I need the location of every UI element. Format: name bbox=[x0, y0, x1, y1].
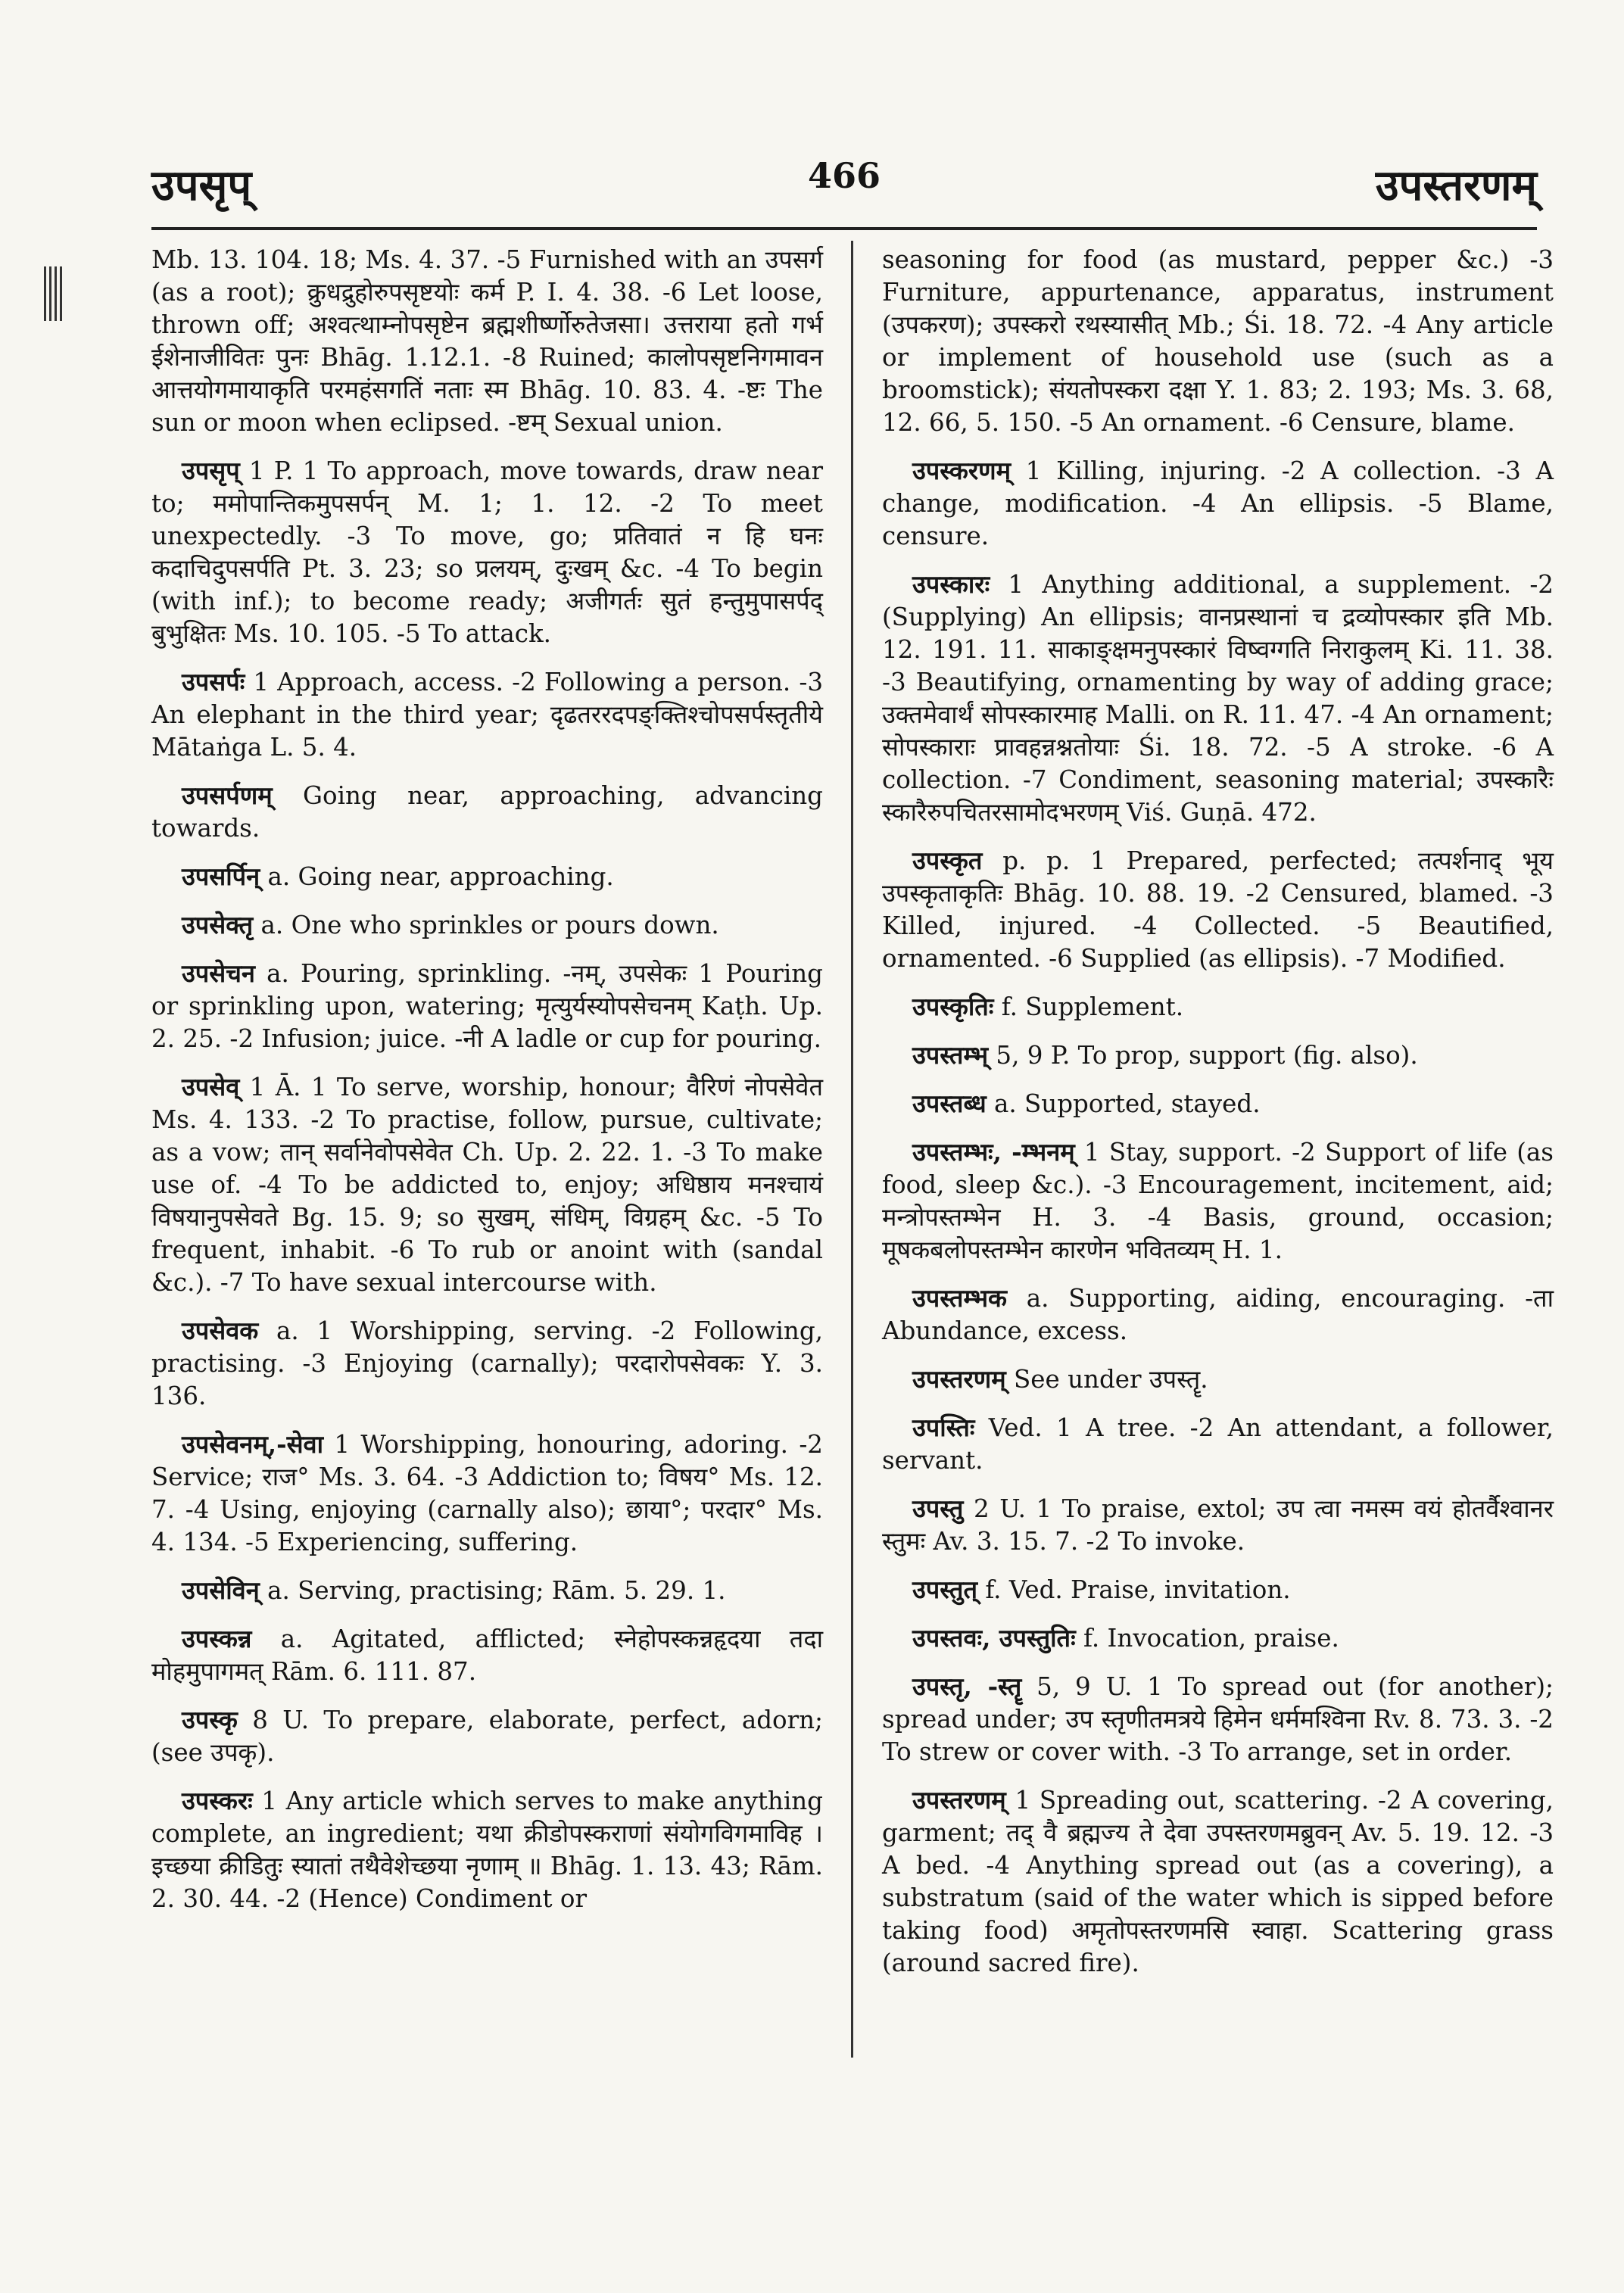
entry-headword: उपस्तु bbox=[912, 1494, 964, 1523]
entry-headword: उपस्तवः, उपस्तुतिः bbox=[912, 1623, 1076, 1653]
left-column bbox=[151, 244, 823, 1930]
entry-definition: f. Supplement. bbox=[1001, 992, 1184, 1021]
entry-definition: 1 Any article which serves to make anything complete, an ingredient; यथा क्रीडोपस्कराणां संयोगविगमाविह । इच्छया क्रीडितुः स्यातां तथैवेशेच्छया नृणाम् ॥ Bhāg. 1. 13. 43; Rām. 2. 30. 44. -2 (Hence) Condiment or bbox=[151, 1787, 823, 1913]
entry-definition: p. p. 1 Prepared, perfected; तत्पर्शनाद् भूय उपस्कृताकृतिः Bhāg. 10. 88. 19. -2 Censured, blamed. -3 Killed, injured. -4 Collected. -5 Beautified, ornamented. -6 Supplied (as ellipsis). -7 Modified. bbox=[882, 846, 1554, 973]
entry-headword: उपसेवनम्,-सेवा bbox=[182, 1429, 324, 1459]
entry-definition: a. Supported, stayed. bbox=[993, 1089, 1261, 1118]
dictionary-entry bbox=[151, 244, 823, 439]
dictionary-entry bbox=[882, 1622, 1554, 1655]
dictionary-entry bbox=[882, 990, 1554, 1023]
entry-headword: उपस्कन्न bbox=[182, 1624, 252, 1653]
entry-headword: उपस्तम्भ् bbox=[912, 1040, 989, 1070]
entry-definition: 1 P. 1 To approach, move towards, draw near to; ममोपान्तिकमुपसर्पन् M. 1; 1. 12. -2 To meet unexpectedly. -3 To move, go; प्रतिवातं न हि घनः कदाचिदुपसर्पति Pt. 3. 23; so प्रलयम्, दुःखम् &c. -4 To begin (with inf.); to become ready; अजीगर्तः सुतं हन्तुमुपासर्पद् बुभुक्षितः Ms. 10. 105. -5 To attack. bbox=[151, 456, 823, 648]
dictionary-entry bbox=[151, 665, 823, 764]
entry-definition: 1 Spreading out, scattering. -2 A covering, garment; तद् वै ब्रह्मज्य ते देवा उपस्तरणमब्रुवन् Av. 5. 19. 12. -3 A bed. -4 Anything spread out (as a covering), a substratum (said of the water which is sipped before taking food) अमृतोपस्तरणमसि स्वाहा. Scattering grass (around sacred fire). bbox=[882, 1786, 1554, 1977]
entry-definition: See under उपस्तॄ. bbox=[1014, 1365, 1208, 1394]
entry-headword: उपस्करणम् bbox=[912, 456, 1011, 485]
dictionary-entry bbox=[882, 1363, 1554, 1396]
entry-headword: उपस्तरणम् bbox=[912, 1785, 1006, 1815]
dictionary-entry bbox=[882, 844, 1554, 975]
entry-headword: उपसेव् bbox=[182, 1072, 240, 1101]
dictionary-entry bbox=[882, 244, 1554, 439]
entry-headword: उपस्तिः bbox=[912, 1413, 975, 1442]
dictionary-entry bbox=[151, 454, 823, 650]
dictionary-entry bbox=[882, 1039, 1554, 1072]
entry-headword: उपस्तम्भः, -म्भनम् bbox=[912, 1137, 1075, 1167]
dictionary-entry bbox=[151, 1428, 823, 1559]
entry-headword: उपसर्पिन् bbox=[182, 861, 260, 891]
entry-definition: 1 Anything additional, a supplement. -2 (Supplying) An ellipsis; वानप्रस्थानां च द्रव्योपस्कार इति Mb. 12. 191. 11. साकाङ्क्षमनुपस्कारं विष्वग्गति निराकुलम् Ki. 11. 38. -3 Beautifying, ornamenting by way of adding grace; उक्तमेवार्थं सोपस्कारमाह Malli. on R. 11. 47. -4 An ornament; सोपस्काराः प्रावहन्नश्नतोयाः Śi. 18. 72. -5 A stroke. -6 A collection. -7 Condiment, seasoning material; उपस्कारैः स्कारैरुपचितरसामोदभरणम् Viś. Guṇā. 472. bbox=[882, 570, 1554, 827]
entry-definition: 1 Stay, support. -2 Support of life (as food, sleep &c.). -3 Encouragement, incitement, aid; मन्त्रोपस्तम्भेन H. 3. -4 Basis, ground, occasion; मूषकबलोपस्तम्भेन कारणेन भवितव्यम् H. 1. bbox=[882, 1138, 1554, 1264]
entry-headword: उपस्तृ, -स्तॄ bbox=[912, 1671, 1022, 1701]
entry-headword: उपसेवक bbox=[182, 1316, 259, 1345]
entry-definition: 5, 9 U. 1 To spread out (for another); spread under; उप स्तृणीतमत्रये हिमेन धर्ममश्विना Rv. 8. 73. 3. -2 To strew or cover with. -3 To arrange, set in order. bbox=[882, 1672, 1554, 1766]
dictionary-entry bbox=[151, 1622, 823, 1688]
entry-headword: उपसेचन bbox=[182, 958, 255, 988]
page-number: 466 bbox=[807, 155, 881, 196]
dictionary-entry bbox=[151, 1784, 823, 1915]
entry-definition: Going near, approaching, advancing towards. bbox=[151, 781, 823, 843]
entry-definition: seasoning for food (as mustard, pepper &c.) -3 Furniture, appurtenance, apparatus, instrument (उपकरण); उपस्करो रथस्यासीत् Mb.; Śi. 18. 72. -4 Any article or implement of household use (such as a broomstick); संयतोपस्करा दक्षा Y. 1. 83; 2. 193; Ms. 3. 68, 12. 66, 5. 150. -5 An ornament. -6 Censure, blame. bbox=[882, 245, 1554, 437]
dictionary-entry bbox=[151, 860, 823, 893]
dictionary-entry bbox=[151, 1314, 823, 1413]
dictionary-entry bbox=[882, 1411, 1554, 1477]
dictionary-entry bbox=[882, 1492, 1554, 1558]
entry-headword: उपस्तरणम् bbox=[912, 1364, 1006, 1394]
entry-definition: 1 Ā. 1 To serve, worship, honour; वैरिणं नोपसेवेत Ms. 4. 133. -2 To practise, follow, pursue, cultivate; as a vow; तान् सर्वानेवोपसेवेत Ch. Up. 2. 22. 1. -3 To make use of. -4 To be addicted to, enjoy; अधिष्ठाय मनश्चायं विषयानुपसेवते Bg. 15. 9; so सुखम्, संधिम्, विग्रहम् &c. -5 To frequent, inhabit. -6 To rub or anoint with (sandal &c.). -7 To have sexual intercourse with. bbox=[151, 1073, 823, 1297]
dictionary-entry bbox=[882, 1670, 1554, 1768]
right-running-headword: उपस्तरणम् bbox=[1375, 160, 1537, 210]
dictionary-entry bbox=[882, 1136, 1554, 1266]
dictionary-entry bbox=[151, 779, 823, 845]
dictionary-entry bbox=[151, 908, 823, 942]
page-header bbox=[151, 155, 1537, 223]
entry-definition: f. Ved. Praise, invitation. bbox=[985, 1575, 1291, 1604]
entry-headword: उपसृप् bbox=[182, 456, 240, 485]
right-column bbox=[882, 244, 1554, 1995]
left-running-headword: उपसृप् bbox=[151, 160, 252, 210]
entry-headword: उपस्कारः bbox=[912, 569, 990, 599]
entry-definition: 1 Killing, injuring. -2 A collection. -3 A change, modification. -4 An ellipsis. -5 Blame, censure. bbox=[882, 456, 1554, 550]
entry-definition: 8 U. To prepare, elaborate, perfect, adorn; (see उपकृ). bbox=[151, 1706, 823, 1767]
entry-headword: उपसेविन् bbox=[182, 1575, 260, 1605]
dictionary-entry bbox=[882, 1573, 1554, 1606]
dictionary-entry bbox=[882, 1087, 1554, 1120]
dictionary-entry bbox=[882, 1282, 1554, 1347]
entry-definition: 1 Approach, access. -2 Following a person. -3 An elephant in the third year; दृढतररदपङ्क्तिश्चोपसर्पस्तृतीये Mātaṅga L. 5. 4. bbox=[151, 668, 823, 762]
entry-definition: a. Going near, approaching. bbox=[267, 862, 614, 891]
dictionary-entry bbox=[882, 454, 1554, 553]
entry-headword: उपसर्पः bbox=[182, 667, 245, 696]
entry-definition: 2 U. 1 To praise, extol; उप त्वा नमस्म वयं होतर्वैश्वानर स्तुमः Av. 3. 15. 7. -2 To invoke. bbox=[882, 1494, 1554, 1556]
entry-definition: f. Invocation, praise. bbox=[1083, 1624, 1339, 1653]
entry-definition: a. Agitated, afflicted; स्नेहोपस्कन्नहृदया तदा मोहमुपागमत् Rām. 6. 111. 87. bbox=[151, 1625, 823, 1686]
entry-definition: 5, 9 P. To prop, support (fig. also). bbox=[996, 1041, 1418, 1070]
dictionary-entry bbox=[151, 1703, 823, 1769]
entry-headword: उपस्करः bbox=[182, 1786, 253, 1815]
dictionary-entry bbox=[151, 957, 823, 1055]
entry-headword: उपस्कृत bbox=[912, 846, 983, 875]
entry-definition: Ved. 1 A tree. -2 An attendant, a follower, servant. bbox=[882, 1413, 1554, 1475]
header-rule bbox=[151, 227, 1537, 230]
entry-headword: उपस्तम्भक bbox=[912, 1283, 1007, 1313]
entry-definition: a. 1 Worshipping, serving. -2 Following, practising. -3 Enjoying (carnally); परदारोपसेवकः Y. 3. 136. bbox=[151, 1316, 823, 1410]
dictionary-entry bbox=[151, 1574, 823, 1607]
entry-definition: Mb. 13. 104. 18; Ms. 4. 37. -5 Furnished with an उपसर्ग (as a root); क्रुधद्रुहोरुपसृष्टयोः कर्म P. I. 4. 38. -6 Let loose, thrown off; अश्वत्थाम्नोपसृष्टेन ब्रह्मशीर्ष्णोरुतेजसा। उत्तराया हतो गर्भ ईशेनाजीवितः पुनः Bhāg. 1.12.1. -8 Ruined; कालोपसृष्टनिगमावन आत्तयोगमायाकृति परमहंसगतिं नताः स्म Bhāg. 10. 83. 4. -ष्टः The sun or moon when eclipsed. -ष्टम् Sexual union. bbox=[151, 245, 823, 437]
entry-definition: a. One who sprinkles or pours down. bbox=[260, 911, 719, 939]
entry-definition: a. Pouring, sprinkling. -नम्, उपसेकः 1 Pouring or sprinkling upon, watering; मृत्युर्यस्योपसेचनम् Kaṭh. Up. 2. 25. -2 Infusion; juice. -नी A ladle or cup for pouring. bbox=[151, 959, 823, 1053]
entry-headword: उपस्कृ bbox=[182, 1705, 238, 1734]
entry-headword: उपस्तब्ध bbox=[912, 1089, 987, 1118]
dictionary-entry bbox=[882, 568, 1554, 829]
entry-definition: a. Serving, practising; Rām. 5. 29. 1. bbox=[267, 1576, 726, 1605]
dictionary-entry bbox=[882, 1784, 1554, 1980]
entry-definition: 1 Worshipping, honouring, adoring. -2 Service; राज° Ms. 3. 64. -3 Addiction to; विषय° Ms. 12. 7. -4 Using, enjoying (carnally also); छाया°; परदार° Ms. 4. 134. -5 Experiencing, suffering. bbox=[151, 1430, 823, 1556]
margin-binding-mark bbox=[44, 266, 64, 321]
entry-headword: उपस्कृतिः bbox=[912, 992, 994, 1021]
dictionary-entry bbox=[151, 1070, 823, 1299]
entry-definition: a. Supporting, aiding, encouraging. -ता Abundance, excess. bbox=[882, 1284, 1554, 1345]
column-divider bbox=[851, 241, 853, 2058]
entry-headword: उपस्तुत् bbox=[912, 1575, 977, 1604]
entry-headword: उपसेक्तृ bbox=[182, 910, 254, 939]
entry-headword: उपसर्पणम् bbox=[182, 780, 273, 810]
